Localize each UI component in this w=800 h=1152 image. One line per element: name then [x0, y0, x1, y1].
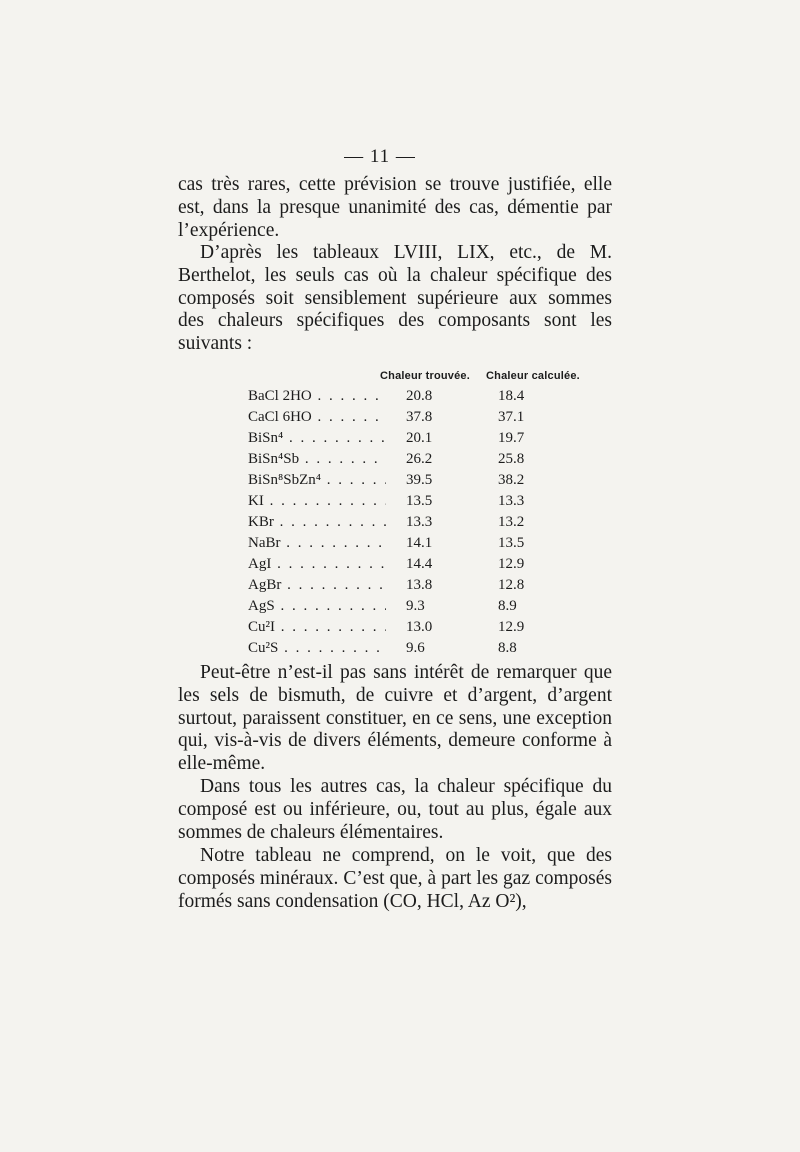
- table-header-calculated: Chaleur calculée.: [486, 370, 580, 382]
- paragraph-5: [178, 845, 612, 913]
- heat-calculated: 37.1: [498, 409, 525, 425]
- paragraph-1-text: cas très rares, cette prévision se trouve justifiée, elle est, dans la presque unanimité des cas, démentie par l’expérience.: [178, 174, 612, 241]
- heat-calculated: 13.2: [498, 514, 525, 530]
- table-row: [248, 575, 548, 596]
- heat-calculated: 12.8: [498, 577, 525, 593]
- heat-found: 39.5: [406, 472, 433, 488]
- table-row: [248, 491, 548, 512]
- compound-name: Cu²S . . .: [248, 638, 386, 659]
- heat-found: 26.2: [406, 451, 433, 467]
- heat-calculated: 19.7: [498, 430, 525, 446]
- compound-name: CaCl 6HO . . .: [248, 407, 386, 428]
- heat-calculated: 8.9: [498, 598, 517, 614]
- table-row: [248, 596, 548, 617]
- paragraph-2: [178, 242, 612, 356]
- table-row: [248, 638, 548, 659]
- table-row: [248, 554, 548, 575]
- paragraph-1: [178, 174, 612, 242]
- compound-name: KBr . . .: [248, 512, 386, 533]
- table-row: [248, 617, 548, 638]
- heat-found: 9.6: [406, 640, 425, 656]
- heat-found: 13.5: [406, 493, 433, 509]
- paragraph-4-text: Dans tous les autres cas, la chaleur spécifique du composé est ou inférieure, ou, tout au plus, égale aux sommes de chaleurs élémentaires.: [178, 776, 612, 843]
- table-row: [248, 428, 548, 449]
- heat-calculated: 12.9: [498, 556, 525, 572]
- paragraph-5-text: Notre tableau ne comprend, on le voit, que des composés minéraux. C’est que, à part les gaz composés formés sans condensation (CO, HCl, Az O²),: [178, 845, 612, 912]
- compound-name: Cu²I . . .: [248, 617, 386, 638]
- heat-found: 37.8: [406, 409, 433, 425]
- compound-name: AgI . . .: [248, 554, 386, 575]
- compound-name: AgS . . .: [248, 596, 386, 617]
- heat-calculated: 18.4: [498, 388, 525, 404]
- heat-calculated: 8.8: [498, 640, 517, 656]
- heat-found: 13.0: [406, 619, 433, 635]
- specific-heat-table: [248, 386, 548, 659]
- heat-calculated: 13.3: [498, 493, 525, 509]
- compound-name: BiSn⁴ . . .: [248, 428, 386, 449]
- heat-calculated: 13.5: [498, 535, 525, 551]
- paragraph-3: [178, 662, 612, 776]
- heat-found: 14.4: [406, 556, 433, 572]
- heat-found: 13.8: [406, 577, 433, 593]
- table-row: [248, 449, 548, 470]
- compound-name: BiSn⁸SbZn⁴ . . .: [248, 470, 386, 491]
- heat-found: 20.8: [406, 388, 433, 404]
- heat-found: 14.1: [406, 535, 433, 551]
- heat-found: 13.3: [406, 514, 433, 530]
- compound-name: BiSn⁴Sb . . .: [248, 449, 386, 470]
- table-row: [248, 533, 548, 554]
- compound-name: BaCl 2HO . . .: [248, 386, 386, 407]
- heat-calculated: 38.2: [498, 472, 525, 488]
- compound-name: KI . . .: [248, 491, 386, 512]
- table-header-found: Chaleur trouvée.: [380, 370, 471, 382]
- compound-name: AgBr . . .: [248, 575, 386, 596]
- heat-found: 20.1: [406, 430, 433, 446]
- compound-name: NaBr . . .: [248, 533, 386, 554]
- table-row: [248, 470, 548, 491]
- heat-calculated: 25.8: [498, 451, 525, 467]
- paragraph-2-text: D’après les tableaux LVIII, LIX, etc., de M. Berthelot, les seuls cas où la chaleur spécifique des composés soit sensiblement supérieure aux sommes des chaleurs spécifiques des composants sont les suivants :: [178, 242, 612, 355]
- page-number: — 11 —: [344, 146, 416, 167]
- table-row: [248, 512, 548, 533]
- heat-found: 9.3: [406, 598, 425, 614]
- paragraph-3-text: Peut-être n’est-il pas sans intérêt de remarquer que les sels de bismuth, de cuivre et d’argent, d’argent surtout, paraissent constituer, en ce sens, une exception qui, vis-à-vis de divers éléments, demeure conforme à elle-même.: [178, 662, 612, 775]
- table-row: [248, 386, 548, 407]
- paragraph-4: [178, 776, 612, 844]
- table-row: [248, 407, 548, 428]
- heat-calculated: 12.9: [498, 619, 525, 635]
